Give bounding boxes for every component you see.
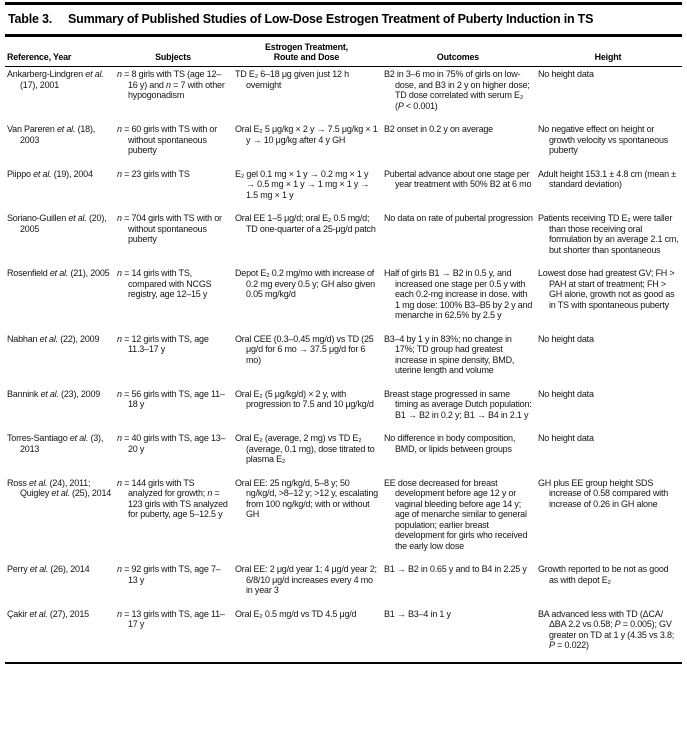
cell-subjects: n = 144 girls with TS analyzed for growth; n = 123 girls with TS analyzed for puberty, age 5–12.5 y <box>117 477 228 519</box>
cell-treatment: Oral EE 1–5 μg/d; oral E₂ 0.5 mg/d; TD one-quarter of a 25-μg/d patch <box>235 213 376 234</box>
cell-treatment: Oral E₂ 5 μg/kg × 2 y → 7.5 μg/kg × 1 y → 10 μg/kg after 4 y GH <box>235 124 378 145</box>
column-header-reference: Reference, Year <box>5 37 115 67</box>
cell-outcomes: Half of girls B1 → B2 in 0.5 y, and increased one stage per 0.5 y with each 0.2-mg increase in dose. with 1 mg dose: 100% B3–B5 by 2 y and menarche in 62.5% by 2.5 y <box>384 268 533 320</box>
cell-reference: Ross et al. (24), 2011; Quigley et al. (25), 2014 <box>7 477 112 498</box>
table-row <box>5 387 682 432</box>
column-header-treatment-line2: Route and Dose <box>273 52 340 62</box>
cell-reference: Rosenfield et al. (21), 2005 <box>7 268 110 278</box>
cell-treatment: Oral EE: 2 μg/d year 1; 4 μg/d year 2; 6/8/10 μg/d increases every 4 mo in year 3 <box>235 564 377 595</box>
cell-height: GH plus EE group height SDS increase of 0.58 compared with increase of 0.26 in GH alone <box>538 477 669 509</box>
cell-height: Patients receiving TD E₂ were taller than those receiving oral formulation by an average 2.1 cm, but shorter than spontaneous <box>538 213 679 255</box>
cell-treatment: Depot E₂ 0.2 mg/mo with increase of 0.2 mg every 0.5 y; GH also given 0.05 mg/kg/d <box>235 268 375 299</box>
cell-height: Lowest dose had greatest GV; FH > PAH at start of treatment; FH > GH alone, growth not as good as in TS with spontaneous puberty <box>538 268 675 310</box>
cell-treatment: Oral CEE (0.3–0.45 mg/d) vs TD (25 μg/d for 6 mo → 37.5 μg/d for 6 mo) <box>235 333 374 365</box>
cell-height: No negative effect on height or growth velocity vs spontaneous puberty <box>538 124 669 155</box>
table-title: Summary of Published Studies of Low-Dose Estrogen Treatment of Puberty Induction in TS <box>68 12 594 26</box>
cell-subjects: n = 8 girls with TS (age 12–16 y) and n = 7 with other hypogonadism <box>117 69 225 100</box>
cell-outcomes: No data on rate of pubertal progression <box>384 213 533 223</box>
cell-reference: Nabhan et al. (22), 2009 <box>7 333 100 344</box>
cell-outcomes: B3–4 by 1 y in 83%; no change in 17%; TD group had greatest increase in spine density, BMD, uterine length and volume <box>384 333 515 375</box>
cell-subjects: n = 40 girls with TS, age 13–20 y <box>117 433 226 454</box>
table-row <box>5 122 682 167</box>
cell-subjects: n = 704 girls with TS with or without spontaneous puberty <box>117 213 222 244</box>
cell-subjects: n = 14 girls with TS, compared with NCGS registry, age 12–15 y <box>117 268 212 299</box>
table-row <box>5 67 682 123</box>
table-row <box>5 332 682 387</box>
column-header-subjects: Subjects <box>115 37 233 67</box>
header-row <box>5 37 682 67</box>
cell-outcomes: EE dose decreased for breast development before age 12 y or vaginal bleeding before age 14 y; age of menarche similar to general population; earlier breast development for girls who received the early low dose <box>384 477 528 551</box>
column-header-treatment <box>233 37 382 67</box>
cell-outcomes: B2 in 3–6 mo in 75% of girls on low-dose, and B3 in 2 y on higher dose; TD dose correlated with serum E₂ (P < 0.001) <box>384 69 530 111</box>
cell-reference: Piippo et al. (19), 2004 <box>7 168 93 179</box>
table-row <box>5 266 682 332</box>
column-header-treatment-line1: Estrogen Treatment, <box>265 42 348 52</box>
cell-subjects: n = 56 girls with TS, age 11–18 y <box>117 388 225 409</box>
cell-subjects: n = 92 girls with TS, age 7–13 y <box>117 564 221 585</box>
cell-height: No height data <box>538 388 594 399</box>
cell-subjects: n = 13 girls with TS, age 11–17 y <box>117 608 225 629</box>
cell-treatment: Oral EE: 25 ng/kg/d, 5–8 y; 50 ng/kg/d, >8–12 y; >12 y, escalating from 100 ng/kg/d; with or without GH <box>235 477 378 519</box>
cell-reference: Ankarberg-Lindgren et al. (17), 2001 <box>7 69 104 90</box>
table-row <box>5 476 682 563</box>
cell-reference: Bannink et al. (23), 2009 <box>7 388 101 399</box>
cell-treatment: Oral E₂ 0.5 mg/d vs TD 4.5 μg/d <box>235 608 357 619</box>
cell-height: BA advanced less with TD (ΔCA/ΔBA 2.2 vs 0.58; P = 0.005); GV greater on TD at 1 y (4.35 vs 3.8; P = 0.022) <box>538 608 675 650</box>
cell-height: No height data <box>538 433 594 443</box>
cell-treatment: Oral E₂ (5 μg/kg/d) × 2 y, with progression to 7.5 and 10 μg/kg/d <box>235 388 374 409</box>
table-row <box>5 167 682 212</box>
table-row <box>5 562 682 607</box>
cell-treatment: E₂ gel 0.1 mg × 1 y → 0.2 mg × 1 y → 0.5 mg × 1 y → 1 mg × 1 y → 1.5 mg × 1 y <box>235 168 370 200</box>
column-header-outcomes: Outcomes <box>382 37 536 67</box>
table-row <box>5 607 682 663</box>
table-number: Table 3. <box>8 12 53 26</box>
cell-outcomes: B1 → B3–4 in 1 y <box>384 608 451 619</box>
cell-subjects: n = 23 girls with TS <box>117 168 190 179</box>
studies-table <box>5 37 682 664</box>
table-row <box>5 431 682 476</box>
cell-reference: Perry et al. (26), 2014 <box>7 564 90 574</box>
cell-reference: Soriano-Guillen et al. (20), 2005 <box>7 213 107 234</box>
cell-reference: Torres-Santiago et al. (3), 2013 <box>7 433 104 454</box>
cell-reference: Van Pareren et al. (18), 2003 <box>7 124 96 145</box>
cell-outcomes: B2 onset in 0.2 y on average <box>384 124 493 134</box>
cell-subjects: n = 60 girls with TS with or without spontaneous puberty <box>117 124 218 155</box>
cell-reference: Çakir et al. (27), 2015 <box>7 608 89 619</box>
cell-outcomes: Breast stage progressed in same timing as average Dutch population: B1 → B2 in 0.2 y; B1 → B4 in 2.1 y <box>384 388 532 420</box>
cell-treatment: TD E₂ 6–18 μg given just 12 h overnight <box>235 69 349 90</box>
column-header-height: Height <box>536 37 682 67</box>
cell-height: No height data <box>538 333 594 344</box>
cell-height: Adult height 153.1 ± 4.8 cm (mean ± standard deviation) <box>538 168 676 189</box>
table-row <box>5 211 682 266</box>
cell-height: No height data <box>538 69 594 79</box>
cell-outcomes: B1 → B2 in 0.65 y and to B4 in 2.25 y <box>384 564 527 574</box>
cell-treatment: Oral E₂ (average, 2 mg) vs TD E₂ (average, 0.1 mg), dose titrated to plasma E₂ <box>235 433 375 464</box>
cell-outcomes: No difference in body composition, BMD, or lipids between groups <box>384 433 516 454</box>
cell-subjects: n = 12 girls with TS, age 11.3–17 y <box>117 333 209 354</box>
cell-outcomes: Pubertal advance about one stage per year treatment with 50% B2 at 6 mo <box>384 168 532 189</box>
cell-height: Growth reported to be not as good as with depot E₂ <box>538 564 669 585</box>
table-caption <box>5 5 682 34</box>
